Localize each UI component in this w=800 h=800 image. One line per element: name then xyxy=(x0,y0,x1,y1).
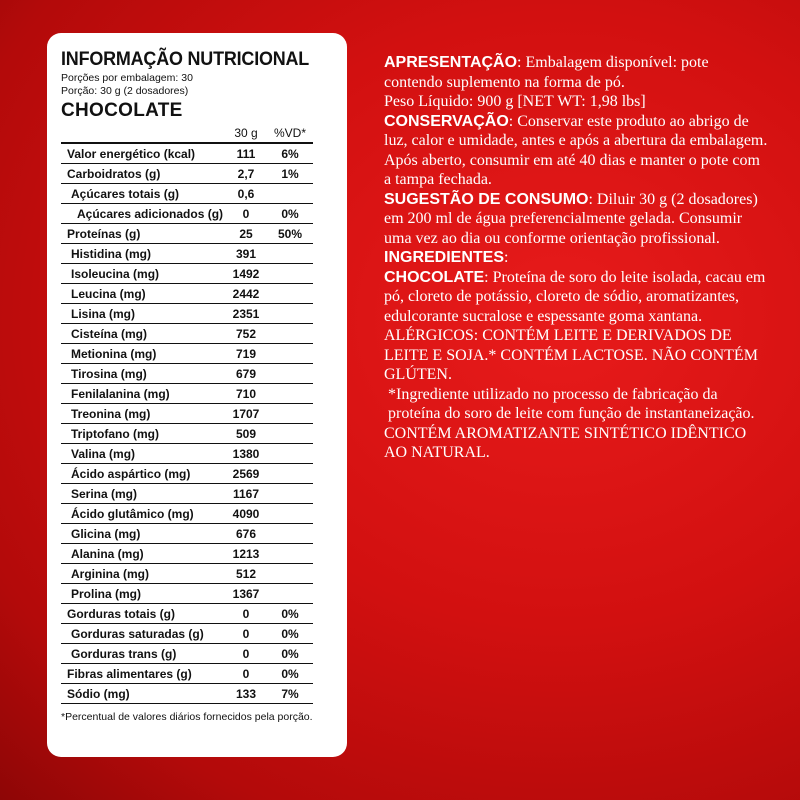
product-info xyxy=(384,53,769,463)
nutrient-amount: 133 xyxy=(225,684,267,704)
nutrient-name: Tirosina (mg) xyxy=(61,364,225,384)
nutrition-row xyxy=(61,224,313,244)
nutrition-row xyxy=(61,204,313,224)
nutrient-name: Treonina (mg) xyxy=(61,404,225,424)
nutrient-name: Proteínas (g) xyxy=(61,224,225,244)
nutrient-name: Leucina (mg) xyxy=(61,284,225,304)
nutrient-dv xyxy=(267,184,313,204)
nutrition-row xyxy=(61,364,313,384)
nutrient-dv xyxy=(267,444,313,464)
header-amount: 30 g xyxy=(225,123,267,143)
chocolate-ingredients-section xyxy=(384,268,769,327)
chocolate-ingredients-text: : Proteína de soro do leite isolada, cacau em pó, cloreto de potássio, cloreto de sódio, aromatizantes, edulcorante sucralose e espessante goma xantana. xyxy=(384,268,766,325)
nutrient-amount: 512 xyxy=(225,564,267,584)
portion-size: Porção: 30 g (2 dosadores) xyxy=(61,85,189,97)
nutrient-amount: 679 xyxy=(225,364,267,384)
nutrient-amount: 1492 xyxy=(225,264,267,284)
nutrient-name: Açúcares totais (g) xyxy=(61,184,225,204)
nutrition-row xyxy=(61,544,313,564)
nutrient-name: Lisina (mg) xyxy=(61,304,225,324)
nutrient-dv: 0% xyxy=(267,204,313,224)
nutrient-name: Gorduras totais (g) xyxy=(61,604,225,624)
nutrient-amount: 509 xyxy=(225,424,267,444)
nutrition-row xyxy=(61,624,313,644)
nutrition-row xyxy=(61,324,313,344)
nutrient-name: Açúcares adicionados (g) xyxy=(61,204,225,224)
nutrient-dv xyxy=(267,544,313,564)
nutrient-dv xyxy=(267,364,313,384)
nutrition-row xyxy=(61,264,313,284)
nutrition-row xyxy=(61,524,313,544)
nutrient-dv xyxy=(267,284,313,304)
nutrient-amount: 2569 xyxy=(225,464,267,484)
sugestao-section xyxy=(384,190,769,249)
nutrition-row xyxy=(61,504,313,524)
aromatizante-warning: CONTÉM AROMATIZANTE SINTÉTICO IDÊNTICO AO NATURAL. xyxy=(384,424,747,461)
nutrient-amount: 710 xyxy=(225,384,267,404)
nutrition-row xyxy=(61,584,313,604)
conservacao-heading: CONSERVAÇÃO xyxy=(384,112,509,130)
nutrient-name: Gorduras saturadas (g) xyxy=(61,624,225,644)
nutrition-row xyxy=(61,444,313,464)
nutrient-dv: 0% xyxy=(267,664,313,684)
nutrient-amount: 1380 xyxy=(225,444,267,464)
nutrient-dv xyxy=(267,584,313,604)
ingredient-footnote: *Ingrediente utilizado no processo de fabricação da proteína do soro de leite com função de instantaneização. xyxy=(388,385,755,422)
nutrient-dv xyxy=(267,324,313,344)
nutrient-name: Valina (mg) xyxy=(61,444,225,464)
nutrient-name: Arginina (mg) xyxy=(61,564,225,584)
nutrient-name: Isoleucina (mg) xyxy=(61,264,225,284)
nutrition-row xyxy=(61,143,313,164)
nutrient-amount: 0 xyxy=(225,664,267,684)
nutrient-amount: 0,6 xyxy=(225,184,267,204)
nutrient-amount: 1167 xyxy=(225,484,267,504)
flavor-label: CHOCOLATE xyxy=(61,100,183,121)
nutrient-name: Serina (mg) xyxy=(61,484,225,504)
nutrient-amount: 2351 xyxy=(225,304,267,324)
nutrition-row xyxy=(61,684,313,704)
nutrient-amount: 1213 xyxy=(225,544,267,564)
nutrient-name: Prolina (mg) xyxy=(61,584,225,604)
nutrient-name: Alanina (mg) xyxy=(61,544,225,564)
nutrient-amount: 2442 xyxy=(225,284,267,304)
nutrient-name: Gorduras trans (g) xyxy=(61,644,225,664)
nutrient-name: Sódio (mg) xyxy=(61,684,225,704)
nutrient-name: Ácido glutâmico (mg) xyxy=(61,504,225,524)
nutrient-amount: 25 xyxy=(225,224,267,244)
nutrient-name: Fenilalanina (mg) xyxy=(61,384,225,404)
sugestao-heading: SUGESTÃO DE CONSUMO xyxy=(384,190,589,208)
nutrient-amount: 1367 xyxy=(225,584,267,604)
nutrition-row xyxy=(61,404,313,424)
header-nutrient xyxy=(61,123,225,143)
nutrient-dv: 0% xyxy=(267,644,313,664)
nutrient-name: Cisteína (mg) xyxy=(61,324,225,344)
dv-footnote: *Percentual de valores diários fornecidos pela porção. xyxy=(61,711,313,723)
nutrient-dv xyxy=(267,344,313,364)
nutrient-dv xyxy=(267,504,313,524)
nutrient-amount: 676 xyxy=(225,524,267,544)
nutrient-amount: 2,7 xyxy=(225,164,267,184)
nutrient-dv xyxy=(267,304,313,324)
nutrition-row xyxy=(61,664,313,684)
nutrient-dv: 0% xyxy=(267,604,313,624)
nutrient-amount: 719 xyxy=(225,344,267,364)
apresentacao-heading: APRESENTAÇÃO xyxy=(384,54,518,71)
nutrient-amount: 391 xyxy=(225,244,267,264)
nutrient-dv xyxy=(267,244,313,264)
nutrient-dv xyxy=(267,564,313,584)
nutrient-name: Carboidratos (g) xyxy=(61,164,225,184)
nutrient-dv: 7% xyxy=(267,684,313,704)
ingredientes-section xyxy=(384,248,769,268)
nutrient-amount: 0 xyxy=(225,204,267,224)
nutrition-row xyxy=(61,564,313,584)
nutrient-dv xyxy=(267,424,313,444)
nutrient-dv xyxy=(267,404,313,424)
nutrition-row xyxy=(61,284,313,304)
apresentacao-section xyxy=(384,53,769,112)
nutrition-facts-panel xyxy=(47,33,347,757)
nutrition-row xyxy=(61,344,313,364)
nutrition-table xyxy=(61,123,313,704)
portions-per-pack: Porções por embalagem: 30 xyxy=(61,72,193,84)
nutrient-name: Ácido aspártico (mg) xyxy=(61,464,225,484)
nutrient-dv xyxy=(267,464,313,484)
sugestao-text: : Diluir 30 g (2 dosadores) em 200 ml de água preferencialmente gelada. Consumir uma vez ao dia ou conforme orientação profissional. xyxy=(384,190,758,247)
nutrition-row xyxy=(61,464,313,484)
nutrient-name: Triptofano (mg) xyxy=(61,424,225,444)
nutrient-name: Histidina (mg) xyxy=(61,244,225,264)
conservacao-text: : Conservar este produto ao abrigo de luz, calor e umidade, antes e após a abertura da embalagem. Após aberto, consumir em até 40 dias e manter o pote com a tampa fechada. xyxy=(384,112,768,188)
nutrition-row xyxy=(61,164,313,184)
apresentacao-text: : Embalagem disponível: pote contendo suplemento na forma de pó. xyxy=(384,54,709,91)
conservacao-section xyxy=(384,112,769,190)
nutrient-name: Fibras alimentares (g) xyxy=(61,664,225,684)
chocolate-heading: CHOCOLATE xyxy=(384,268,485,286)
nutrition-table-header xyxy=(61,123,313,143)
nutrient-amount: 1707 xyxy=(225,404,267,424)
nutrient-name: Glicina (mg) xyxy=(61,524,225,544)
nutrient-amount: 4090 xyxy=(225,504,267,524)
nutrition-row xyxy=(61,644,313,664)
nutrition-row xyxy=(61,384,313,404)
nutrition-table-body xyxy=(61,143,313,704)
nutrient-dv: 0% xyxy=(267,624,313,644)
nutrition-row xyxy=(61,244,313,264)
nutrition-title: INFORMAÇÃO NUTRICIONAL xyxy=(61,48,310,70)
nutrient-amount: 752 xyxy=(225,324,267,344)
nutrition-row xyxy=(61,424,313,444)
ingredientes-heading: INGREDIENTES xyxy=(384,249,505,266)
nutrition-row xyxy=(61,604,313,624)
nutrient-dv xyxy=(267,524,313,544)
nutrient-name: Valor energético (kcal) xyxy=(61,143,225,164)
nutrient-dv xyxy=(267,484,313,504)
nutrient-amount: 111 xyxy=(225,143,267,164)
nutrient-dv: 50% xyxy=(267,224,313,244)
net-weight: Peso Líquido: 900 g [NET WT: 1,98 lbs] xyxy=(384,93,646,110)
nutrient-amount: 0 xyxy=(225,624,267,644)
nutrient-amount: 0 xyxy=(225,644,267,664)
nutrient-amount: 0 xyxy=(225,604,267,624)
allergens-warning: ALÉRGICOS: CONTÉM LEITE E DERIVADOS DE LEITE E SOJA.* CONTÉM LACTOSE. NÃO CONTÉM GLÚTEN. xyxy=(384,327,758,383)
nutrient-dv xyxy=(267,384,313,404)
header-dv: %VD* xyxy=(267,123,313,143)
nutrient-dv xyxy=(267,264,313,284)
nutrition-row xyxy=(61,304,313,324)
nutrient-name: Metionina (mg) xyxy=(61,344,225,364)
nutrition-row xyxy=(61,184,313,204)
nutrient-dv: 6% xyxy=(267,143,313,164)
nutrient-dv: 1% xyxy=(267,164,313,184)
nutrition-row xyxy=(61,484,313,504)
ingredientes-colon: : xyxy=(504,249,509,266)
